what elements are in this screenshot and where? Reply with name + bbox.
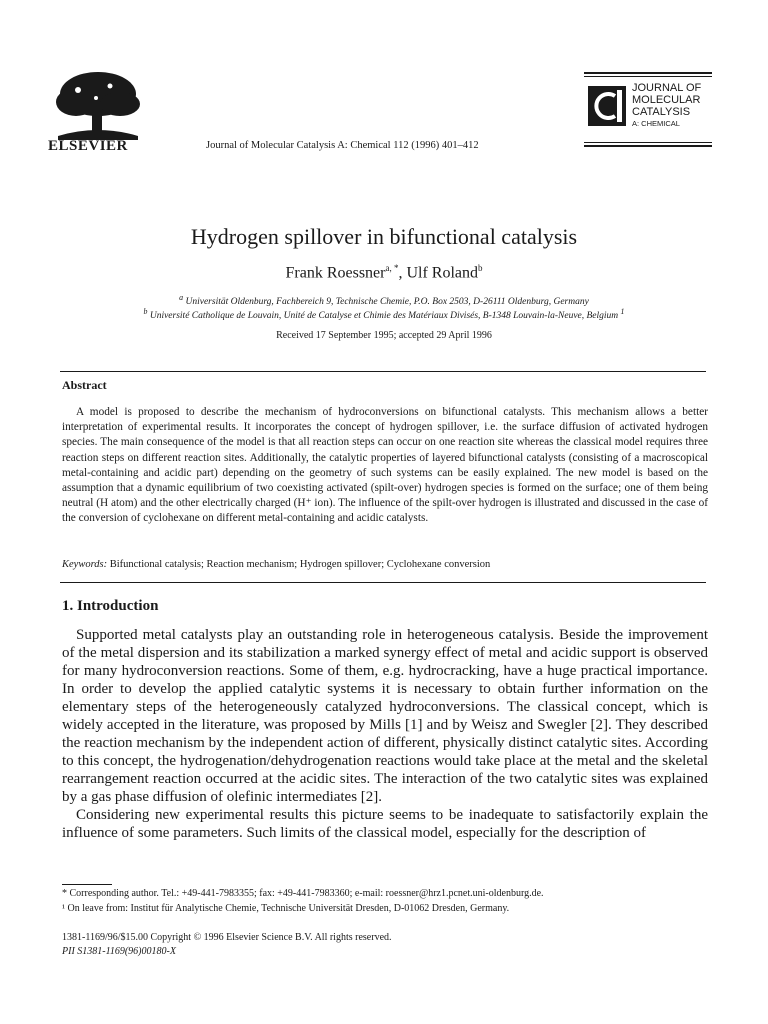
- author-roessner-marks: a, *: [385, 263, 399, 273]
- journal-logo: [584, 72, 712, 150]
- journal-logo-text: JOURNAL OF MOLECULAR CATALYSIS A: CHEMICAL: [632, 82, 702, 128]
- intro-paragraph-2: Considering new experimental results this picture seems to be inadequate to satisfactorily explain the influence of some parameters. Such limits of the classical model, especially for the description of: [62, 807, 708, 841]
- pii-line: PII S1381-1169(96)00180-X: [62, 946, 176, 957]
- author-roland: Ulf Roland: [406, 264, 479, 282]
- keywords-line: [62, 559, 708, 570]
- journal-c-icon: [588, 86, 626, 126]
- section-heading-introduction: 1. Introduction: [62, 598, 159, 614]
- footnote-leave: ¹ On leave from: Institut für Analytische Chemie, Technische Universität Dresden, D-01062 Dresden, Germany.: [62, 903, 510, 914]
- author-separator: ,: [398, 264, 407, 282]
- author-roessner: Frank Roessner: [285, 264, 386, 282]
- keywords-label: Keywords:: [62, 559, 108, 570]
- affiliation-b: $^b$ Université Catholique de Louvain, Unité de Catalyse et Chimie des Matériaux Divisés, B-1348 Louvain-la-Neuve, Belgium $^1$: [143, 307, 625, 322]
- author-roland-marks: b: [478, 263, 483, 273]
- abstract-bottom-rule: [60, 582, 706, 583]
- intro-paragraph-1: Supported metal catalysts play an outstanding role in heterogeneous catalysis. Beside the improvement of the metal dispersion and its stabilization a marked synergy effect of metal and acidic support is observed for many hydroconversion reactions. Some of them, e.g. hydrocracking, have a huge practical importance. In order to develop the applied catalytic systems it is necessary to obtain further information on the elementary steps of the heterogeneously catalyzed hydroconversions. The classical concept, which is widely accepted in the literature, was proposed by Mills [1] and by Weisz and Swegler [2]. They described the reaction mechanism by the independent action of different, physically distinct catalytic sites. According to this concept, the hydrogenation/dehydrogenation reactions would take place at the metal and the skeletal rearrangement reaction occurred at the acidic sites. The interaction of the two catalytic sites was explained by a gas phase diffusion of olefinic intermediates [2].: [62, 627, 708, 805]
- received-dates: Received 17 September 1995; accepted 29 April 1996: [276, 330, 492, 341]
- abstract-text: A model is proposed to describe the mechanism of hydroconversions on bifunctional catalysts. This mechanism allows a better interpretation of experimental results. It incorporates the concept of hydrogen spillover, i.e. the surface diffusion of activated hydrogen species. The main consequence of the model is that all reaction steps can occur on one reaction site whereas the classical model requires three reaction steps on different reaction sites. Additionally, the catalytic properties of layered bifunctional catalysts (consisting of a macroscopical metal-containing and acidic part) depending on the geometry of such systems can be easily explained. The new model is based on the assumption that a dynamic equilibrium of two coexisting activated (spilt-over) hydrogen species is formed on the surface; one of them being neutral (H atom) and the other electrically charged (H⁺ ion). The influence of the spilt-over hydrogen is illustrated and discussed in the case of the conversion of cyclohexane on different metal-containing and acidic catalysts.: [62, 406, 708, 525]
- publisher-name: ELSEVIER: [48, 138, 128, 154]
- introduction-body: [62, 626, 708, 842]
- keywords-list: Bifunctional catalysis; Reaction mechanism; Hydrogen spillover; Cyclohexane conversion: [109, 559, 491, 570]
- author-list: [0, 263, 768, 282]
- affiliation-a: $^a$ Universität Oldenburg, Fachbereich 9, Technische Chemie, P.O. Box 2503, D-26111 Oldenburg, Germany: [179, 293, 589, 308]
- article-title: Hydrogen spillover in bifunctional catalysis: [190, 224, 578, 249]
- footnote-rule: [62, 884, 112, 885]
- copyright-line: 1381-1169/96/$15.00 Copyright © 1996 Elsevier Science B.V. All rights reserved.: [62, 932, 392, 943]
- abstract-heading: Abstract: [62, 378, 107, 392]
- abstract-top-rule: [60, 371, 706, 372]
- journal-citation: Journal of Molecular Catalysis A: Chemical 112 (1996) 401–412: [206, 140, 479, 151]
- footnote-corresponding: * Corresponding author. Tel.: +49-441-7983355; fax: +49-441-7983360; e-mail: roessner@hrz1.pcnet.uni-oldenburg.de.: [62, 888, 544, 899]
- elsevier-tree-logo: [48, 68, 146, 146]
